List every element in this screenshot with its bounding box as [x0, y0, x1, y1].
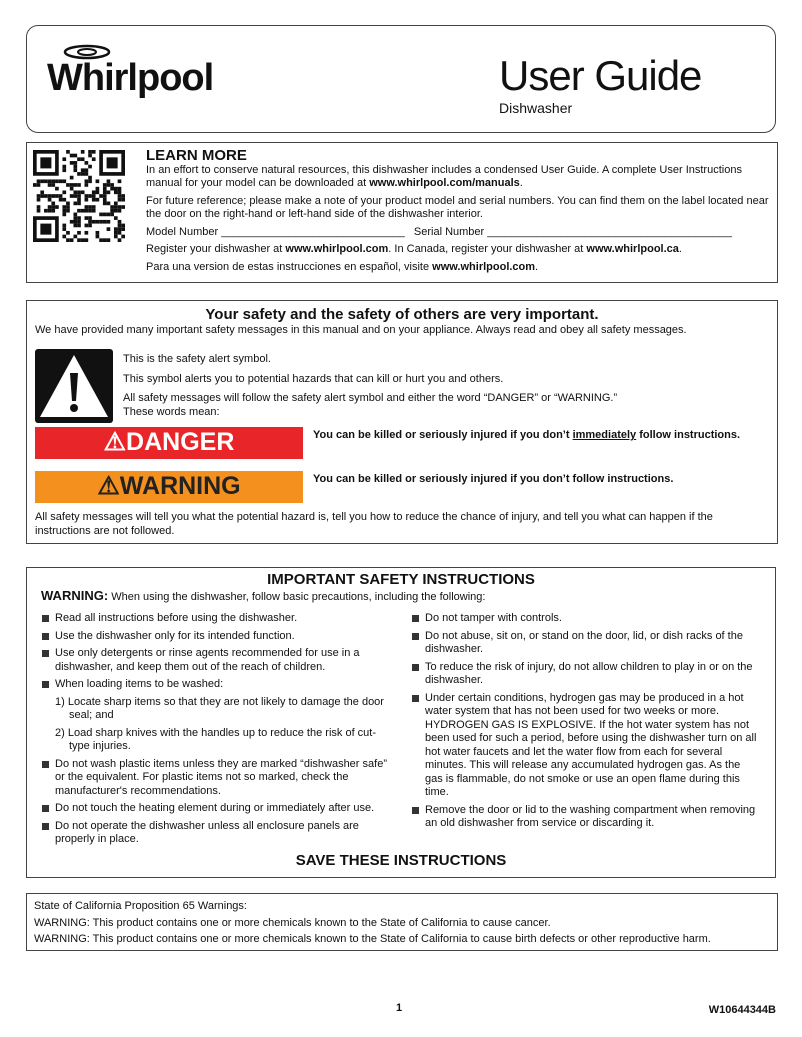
- text: For future reference; please make a note of your product model and serial numbers. You can find them on the label located near the door on the right-hand or left-hand side of the dishwasher interior.: [146, 194, 769, 220]
- safety-section: [26, 300, 778, 544]
- svg-text:Whirlpool: Whirlpool: [47, 57, 214, 99]
- register-canada-link[interactable]: www.whirlpool.ca: [586, 243, 679, 255]
- list-item: Do not abuse, sit on, or stand on the door, lid, or dish racks of the dishwasher.: [411, 630, 761, 657]
- list-item: 2) Load sharp knives with the handles up to reduce the risk of cut-type injuries.: [55, 726, 377, 752]
- safety-footer: All safety messages will tell you what the potential hazard is, tell you how to reduce the chance of injury, and tell you what can happen if the instructions are not followed.: [35, 511, 713, 537]
- warning-triangle-icon: ⚠: [97, 472, 120, 501]
- learn-more-section: LEARN MORE In an effort to conserve natural resources, this dishwasher includes a condensed User Guide. A complete User Instructions manual for your model can be downloaded at www.whirlpool.com/manuals. For future reference; please make a note of your product model and serial numbers. You can find them on the label located near the door on the right-hand or left-hand side of the dishwasher interior. Model Number ______________________________ Serial Number ________________________________________ Register your dishwasher at www.whirlpool.com. In Canada, register your dishwasher at www.whirlpool.ca. Para una version de estas instrucciones en español, visite www.whirlpool.com.: [26, 142, 778, 283]
- list-item: To reduce the risk of injury, do not allow children to play in or on the dishwasher.: [411, 661, 761, 688]
- qr-code[interactable]: [33, 150, 125, 242]
- warning-text: You can be killed or seriously injured if you don’t follow instructions.: [313, 473, 674, 485]
- text: These words mean:: [123, 405, 220, 418]
- list-item: Read all instructions before using the dishwasher.: [41, 612, 391, 626]
- page-number: 1: [396, 1002, 403, 1014]
- page-subtitle: Dishwasher: [499, 100, 573, 116]
- isi-heading: IMPORTANT SAFETY INSTRUCTIONS: [267, 571, 535, 588]
- serial-number-field: Serial Number ________________________________________: [413, 225, 732, 238]
- text: WARNING: This product contains one or more chemicals known to the State of California to cause birth defects or other reproductive harm.: [34, 933, 711, 945]
- danger-word: DANGER: [126, 428, 235, 457]
- safety-intro: We have provided many important safety messages in this manual and on your appliance. Always read and obey all safety messages.: [35, 323, 687, 336]
- list-item: Do not wash plastic items unless they are marked “dishwasher safe” or the equivalent. For plastic items not so marked, check the manufacturer's recommendations.: [41, 758, 391, 799]
- spanish-link[interactable]: www.whirlpool.com: [432, 260, 536, 273]
- header: [26, 25, 776, 133]
- list-item: Do not touch the heating element during or immediately after use.: [41, 802, 391, 816]
- warning-label: [35, 471, 303, 503]
- list-item: When loading items to be washed:: [41, 678, 391, 692]
- whirlpool-logo: [47, 42, 222, 108]
- important-safety-instructions: [26, 567, 776, 878]
- right-column: [411, 612, 761, 835]
- warning-triangle-icon: ⚠: [103, 428, 127, 457]
- manuals-link[interactable]: www.whirlpool.com/manuals: [369, 177, 520, 189]
- learn-more-heading: LEARN MORE: [146, 147, 247, 164]
- text: State of California Proposition 65 Warnings:: [34, 900, 247, 912]
- register-link[interactable]: www.whirlpool.com: [285, 243, 389, 255]
- list-item: Use only detergents or rinse agents recommended for use in a dishwasher, and keep them out of the reach of children.: [41, 647, 391, 674]
- text: This symbol alerts you to potential hazards that can kill or hurt you and others.: [123, 372, 504, 385]
- left-column: [41, 612, 391, 851]
- list-item: Under certain conditions, hydrogen gas may be produced in a hot water system that has not been used for two weeks or more. HYDROGEN GAS IS EXPLOSIVE. If the hot water system has not been used for such a period, before using the dishwasher turn on all hot water faucets and let the water flow from each for several minutes. This will release any accumulated hydrogen gas. As the gas is flammable, do not smoke or use an open flame during this time.: [411, 692, 761, 800]
- list-item: Remove the door or lid to the washing compartment when removing an old dishwasher from service or discarding it.: [411, 804, 761, 831]
- model-number-field: Model Number ______________________________: [146, 225, 405, 238]
- text: . In Canada, register your dishwasher at: [388, 243, 587, 255]
- safety-heading: Your safety and the safety of others are very important.: [205, 306, 599, 323]
- prop65-section: [26, 893, 778, 951]
- warning-word: WARNING:: [41, 587, 109, 603]
- list-item: 1) Locate sharp items so that they are not likely to damage the door seal; and: [55, 695, 384, 721]
- document-code: W10644344B: [708, 1004, 776, 1016]
- text: This is the safety alert symbol.: [123, 353, 271, 365]
- list-item: Do not tamper with controls.: [411, 612, 761, 626]
- warning-word: WARNING: [119, 472, 241, 501]
- danger-label: [35, 427, 303, 459]
- page-title: User Guide: [499, 52, 702, 99]
- text: Para una version de estas instrucciones en español, visite: [146, 260, 433, 273]
- text: When using the dishwasher, follow basic precautions, including the following:: [108, 590, 486, 603]
- list-item: Use the dishwasher only for its intended function.: [41, 630, 391, 644]
- list-item: Do not operate the dishwasher unless all enclosure panels are properly in place.: [41, 820, 391, 847]
- text: All safety messages will follow the safety alert symbol and either the word “DANGER” or “WARNING.”: [123, 392, 618, 404]
- danger-text: You can be killed or seriously injured if you don’t immediately follow instructions.: [313, 429, 741, 441]
- text: WARNING: This product contains one or more chemicals known to the State of California to cause cancer.: [34, 916, 551, 929]
- text: Register your dishwasher at: [146, 243, 286, 255]
- save-instructions: SAVE THESE INSTRUCTIONS: [295, 852, 507, 869]
- safety-alert-icon: [35, 349, 113, 423]
- text: In an effort to conserve natural resources, this dishwasher includes a condensed User Guide. A complete User Instructions manual for your model can be downloaded at: [146, 163, 742, 189]
